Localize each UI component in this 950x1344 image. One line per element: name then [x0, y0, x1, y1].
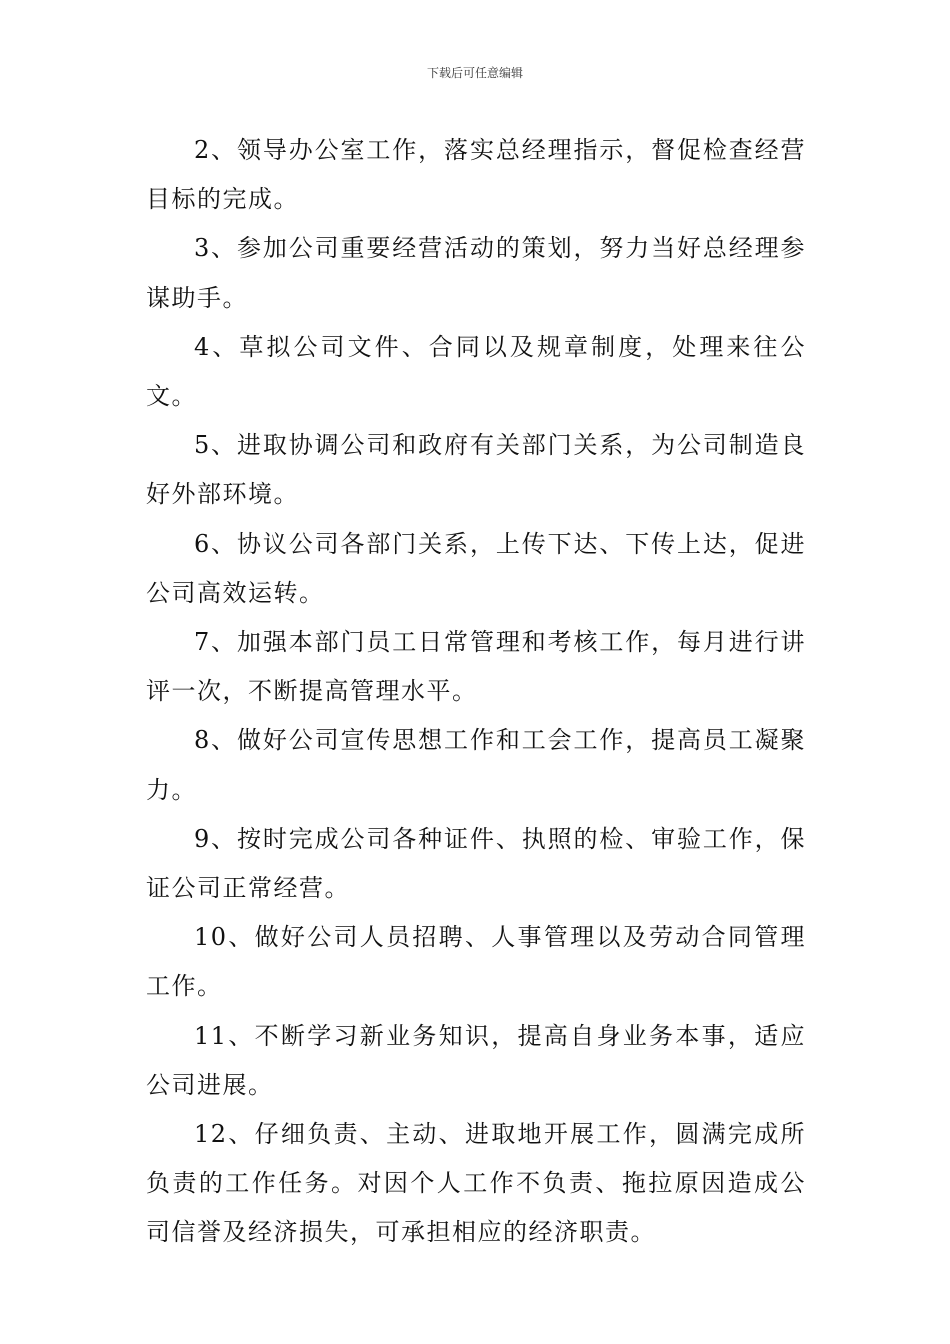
- paragraph-item-10: 10、做好公司人员招聘、人事管理以及劳动合同管理工作。: [146, 923, 806, 1001]
- paragraph-item-12: 12、仔细负责、主动、进取地开展工作，圆满完成所负责的工作任务。对因个人工作不负责、拖拉原因造成公司信誉及经济损失，可承担相应的经济职责。: [146, 1120, 806, 1247]
- paragraph-item-5: 5、进取协调公司和政府有关部门关系，为公司制造良好外部环境。: [146, 431, 806, 509]
- paragraph-item-8: 8、做好公司宣传思想工作和工会工作，提高员工凝聚力。: [146, 726, 806, 804]
- paragraph-item-2: 2、领导办公室工作，落实总经理指示，督促检查经营目标的完成。: [146, 136, 806, 214]
- paragraph-item-11: 11、不断学习新业务知识，提高自身业务本事，适应公司进展。: [146, 1021, 806, 1099]
- paragraph-item-7: 7、加强本部门员工日常管理和考核工作，每月进行讲评一次，不断提高管理水平。: [146, 628, 806, 706]
- paragraph-item-6: 6、协议公司各部门关系，上传下达、下传上达，促进公司高效运转。: [146, 529, 806, 607]
- paragraph-item-4: 4、草拟公司文件、合同以及规章制度，处理来往公文。: [146, 332, 806, 411]
- page-header: 下载后可任意编辑: [426, 66, 523, 80]
- paragraph-item-3: 3、参加公司重要经营活动的策划，努力当好总经理参谋助手。: [146, 234, 806, 312]
- document-body: [146, 126, 806, 1258]
- paragraph-item-9: 9、按时完成公司各种证件、执照的检、审验工作，保证公司正常经营。: [146, 824, 806, 903]
